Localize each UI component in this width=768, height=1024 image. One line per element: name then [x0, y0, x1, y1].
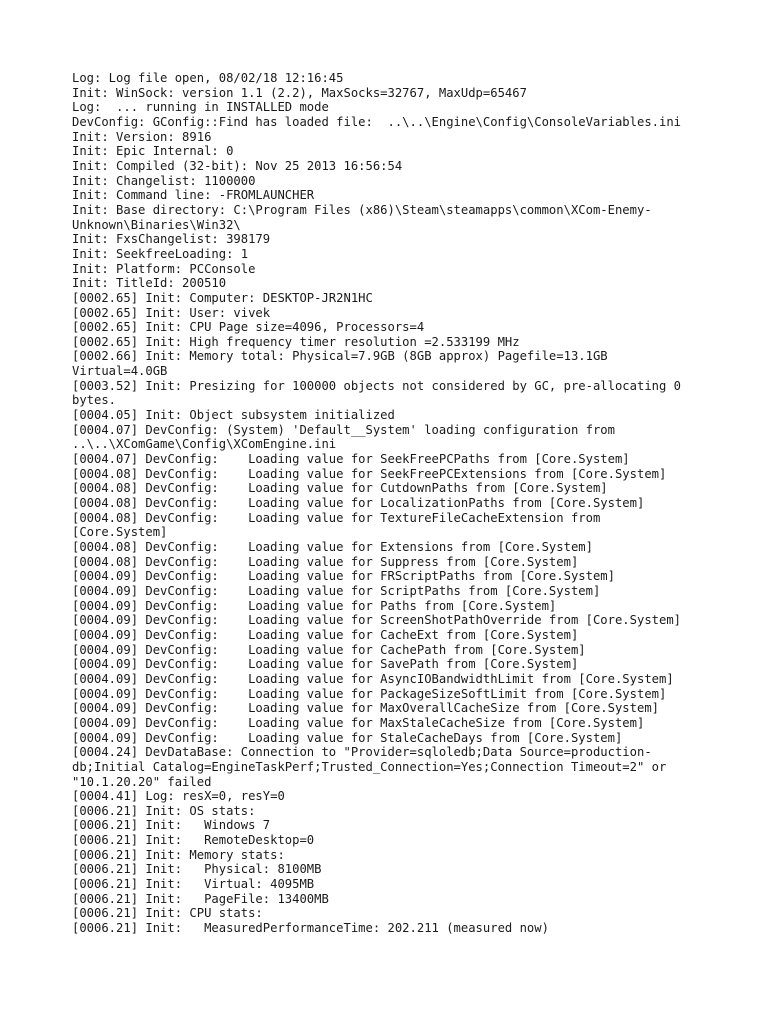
log-line: Init: Base directory: C:\Program Files (x86)\Steam\steamapps\common\XCom-Enemy-: [72, 202, 652, 217]
log-line: [0006.21] Init: CPU stats:: [72, 906, 263, 921]
log-line: [0003.52] Init: Presizing for 100000 objects not considered by GC, pre-allocating 0: [72, 378, 682, 393]
log-line: Init: TitleId: 200510: [72, 276, 227, 291]
log-line: "10.1.20.20" failed: [72, 774, 212, 789]
log-line: [0002.65] Init: User: vivek: [72, 305, 271, 320]
log-line: Init: WinSock: version 1.1 (2.2), MaxSocks=32767, MaxUdp=65467: [72, 85, 527, 100]
log-line: [0004.08] DevConfig: Loading value for LocalizationPaths from [Core.System]: [72, 496, 645, 511]
log-line: [0004.09] DevConfig: Loading value for AsyncIOBandwidthLimit from [Core.System]: [72, 671, 674, 686]
log-line: [0006.21] Init: RemoteDesktop=0: [72, 833, 315, 848]
log-line: Init: Command line: -FROMLAUNCHER: [72, 188, 315, 203]
log-line: [0004.08] DevConfig: Loading value for Suppress from [Core.System]: [72, 554, 579, 569]
log-line: [0004.07] DevConfig: (System) 'Default__System' loading configuration from: [72, 422, 615, 437]
log-line: [0004.09] DevConfig: Loading value for ScriptPaths from [Core.System]: [72, 583, 601, 598]
log-line: [0006.21] Init: PageFile: 13400MB: [72, 891, 329, 906]
log-line: Unknown\Binaries\Win32\: [72, 217, 241, 232]
log-line: [0004.08] DevConfig: Loading value for TextureFileCacheExtension from: [72, 510, 601, 525]
log-line: Log: ... running in INSTALLED mode: [72, 100, 329, 115]
log-line: [0004.09] DevConfig: Loading value for MaxOverallCacheSize from [Core.System]: [72, 701, 659, 716]
log-line: Init: Platform: PCConsole: [72, 261, 256, 276]
log-line: [0004.08] DevConfig: Loading value for Extensions from [Core.System]: [72, 540, 593, 554]
log-line: [0004.09] DevConfig: Loading value for MaxStaleCacheSize from [Core.System]: [72, 715, 645, 730]
log-line: [0002.65] Init: CPU Page size=4096, Processors=4: [72, 320, 425, 335]
log-line: Init: SeekfreeLoading: 1: [72, 246, 249, 261]
log-line: [0004.08] DevConfig: Loading value for SeekFreePCExtensions from [Core.System]: [72, 466, 667, 481]
log-line: [0004.41] Log: resX=0, resY=0: [72, 789, 285, 804]
log-line: [0004.09] DevConfig: Loading value for CacheExt from [Core.System]: [72, 627, 579, 642]
log-line: Init: FxsChangelist: 398179: [72, 232, 271, 247]
log-document: [72, 71, 712, 936]
log-line: ..\..\XComGame\Config\XComEngine.ini: [72, 437, 337, 452]
log-line: [0004.09] DevConfig: Loading value for PackageSizeSoftLimit from [Core.System]: [72, 686, 667, 701]
log-line: [0004.24] DevDataBase: Connection to "Provider=sqloledb;Data Source=production-: [72, 745, 652, 760]
log-line: [0004.09] DevConfig: Loading value for SavePath from [Core.System]: [72, 657, 579, 672]
log-line: Log: Log file open, 08/02/18 12:16:45: [72, 71, 344, 85]
log-line: [0004.05] Init: Object subsystem initialized: [72, 408, 395, 423]
log-line: [0004.09] DevConfig: Loading value for Paths from [Core.System]: [72, 598, 557, 613]
log-line: db;Initial Catalog=EngineTaskPerf;Trusted_Connection=Yes;Connection Timeout=2" or: [72, 759, 667, 774]
log-line: [0006.21] Init: MeasuredPerformanceTime: 202.211 (measured now): [72, 921, 549, 936]
log-line: Init: Changelist: 1100000: [72, 173, 256, 188]
log-line: bytes.: [72, 393, 117, 408]
log-line: Virtual=4.0GB: [72, 364, 168, 379]
log-line: [0004.09] DevConfig: Loading value for FRScriptPaths from [Core.System]: [72, 569, 615, 584]
log-line: [0006.21] Init: Virtual: 4095MB: [72, 877, 315, 892]
log-line: [0004.08] DevConfig: Loading value for CutdownPaths from [Core.System]: [72, 481, 608, 496]
log-line: DevConfig: GConfig::Find has loaded file: ..\..\Engine\Config\ConsoleVariables.ini: [72, 114, 682, 129]
log-line: [0006.21] Init: Physical: 8100MB: [72, 862, 322, 877]
log-line: [0004.09] DevConfig: Loading value for CachePath from [Core.System]: [72, 642, 586, 657]
log-line: [0002.65] Init: High frequency timer resolution =2.533199 MHz: [72, 334, 520, 349]
log-line: [0002.65] Init: Computer: DESKTOP-JR2N1HC: [72, 290, 373, 305]
log-line: [0006.21] Init: Windows 7: [72, 818, 271, 833]
log-line: [0002.66] Init: Memory total: Physical=7.9GB (8GB approx) Pagefile=13.1GB: [72, 349, 608, 364]
log-line: [0006.21] Init: OS stats:: [72, 803, 256, 818]
log-line: [0004.09] DevConfig: Loading value for StaleCacheDays from [Core.System]: [72, 730, 623, 745]
log-line: Init: Version: 8916: [72, 129, 212, 144]
log-line: [0004.09] DevConfig: Loading value for ScreenShotPathOverride from [Core.System]: [72, 613, 682, 628]
log-line: [0006.21] Init: Memory stats:: [72, 847, 285, 862]
log-line: Init: Epic Internal: 0: [72, 144, 234, 159]
log-line: [0004.07] DevConfig: Loading value for SeekFreePCPaths from [Core.System]: [72, 452, 630, 467]
log-line: [Core.System]: [72, 525, 168, 540]
log-line: Init: Compiled (32-bit): Nov 25 2013 16:56:54: [72, 158, 403, 173]
